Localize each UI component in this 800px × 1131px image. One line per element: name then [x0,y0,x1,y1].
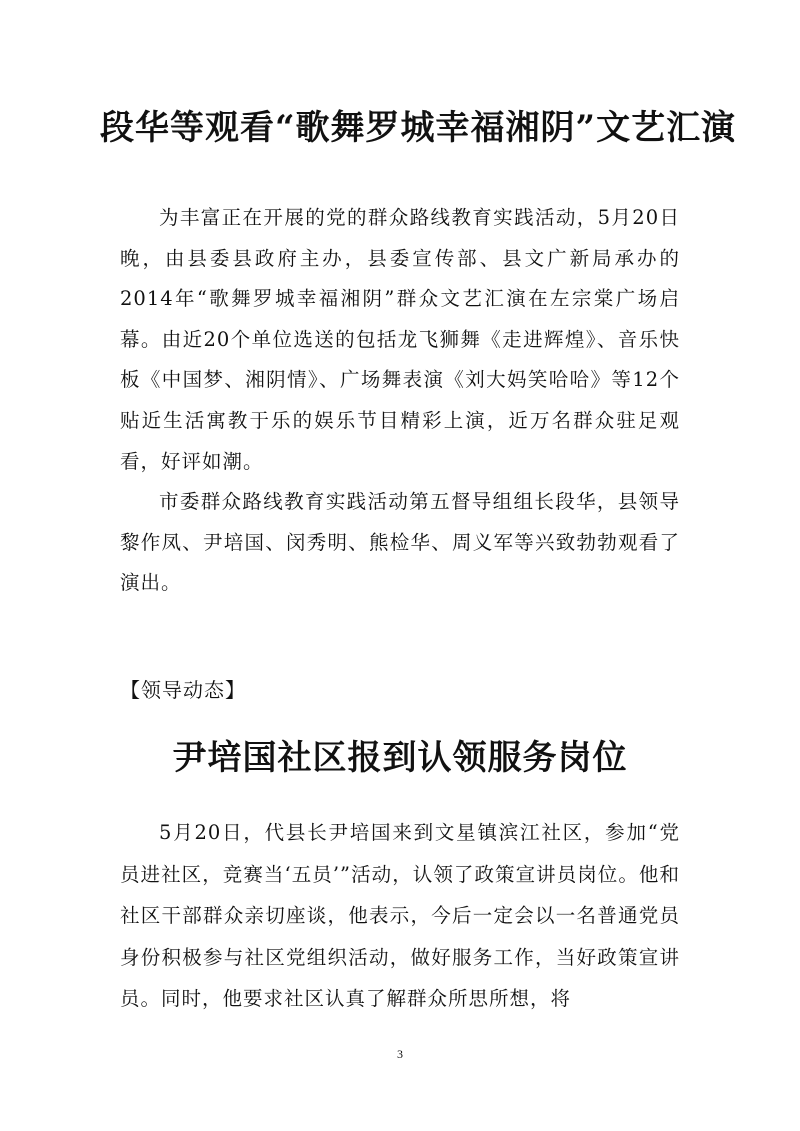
article-body [120,812,680,1020]
paragraph: 5月20日，代县长尹培国来到文星镇滨江社区，参加“党员进社区，竞赛当‘五员’”活动，认领了政策宣讲员岗位。他和社区干部群众亲切座谈，他表示，今后一定会以一名普通党员身份积极参与社区党组织活动，做好服务工作，当好政策宣讲员。同时，他要求社区认真了解群众所思所想，将 [120,821,680,1010]
paragraph: 市委群众路线教育实践活动第五督导组组长段华，县领导黎作凤、尹培国、闵秀明、熊检华、周义军等兴致勃勃观看了演出。 [120,490,680,595]
article-title: 尹培国社区报到认领服务岗位 [172,738,628,778]
page-number: 3 [397,1047,403,1061]
article-title: 段华等观看“歌舞罗城幸福湘阴”文艺汇演 [100,108,737,148]
article-body [120,198,680,604]
paragraph: 为丰富正在开展的党的群众路线教育实践活动，5月20日晚，由县委县政府主办，县委宣传部、县文广新局承办的2014年“歌舞罗城幸福湘阴”群众文艺汇演在左宗棠广场启幕。由近20个单位选送的包括龙飞狮舞《走进辉煌》、音乐快板《中国梦、湘阴情》、广场舞表演《刘大妈笑哈哈》等12个贴近生活寓教于乐的娱乐节目精彩上演，近万名群众驻足观看，好评如潮。 [120,206,680,473]
section-label: 【领导动态】 [120,678,246,702]
